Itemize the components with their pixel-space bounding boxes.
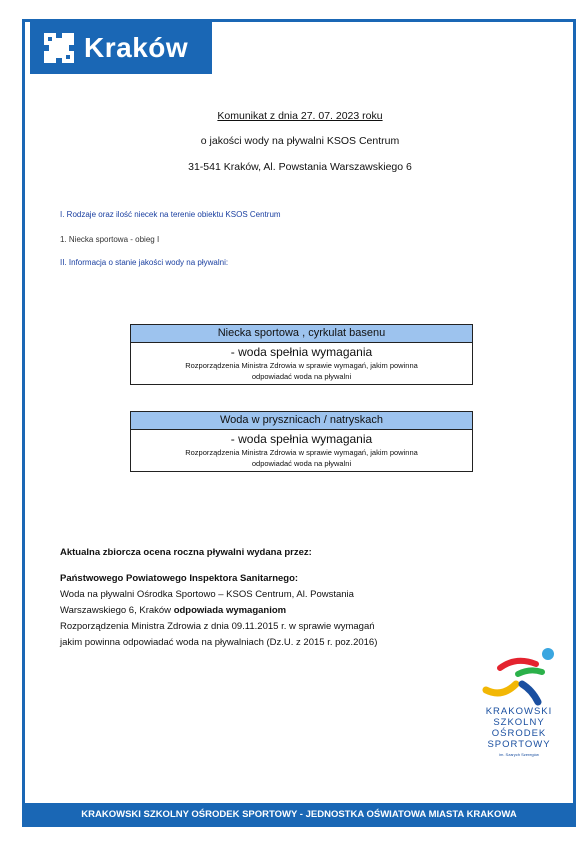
ksos-logo (478, 646, 560, 786)
footer-banner: KRAKOWSKI SZKOLNY OŚRODEK SPORTOWY - JEDNOSTKA OŚWIATOWA MIASTA KRAKOWA (22, 803, 576, 827)
ksos-runner-icon (478, 646, 560, 706)
assessment-heading: Aktualna zbiorcza ocena roczna pływalni wydana przez: (60, 547, 312, 558)
pool-item: 1. Niecka sportowa - obieg I (60, 235, 160, 244)
table-header: Niecka sportowa , cyrkulat basenu (131, 325, 472, 343)
water-quality-table-showers (130, 411, 473, 472)
communique-title: Komunikat z dnia 27. 07. 2023 roku (217, 110, 383, 122)
ksos-word: SPORTOWY (487, 739, 551, 750)
communique-subtitle: o jakości wody na pływalni KSOS Centrum (200, 135, 400, 147)
description-line: Rozporządzenia Ministra Zdrowia w sprawie wymagań, jakim powinna (185, 361, 418, 370)
section1-heading: I. Rodzaje oraz ilość niecek na terenie obiektu KSOS Centrum (60, 210, 281, 219)
water-description (131, 447, 472, 469)
water-status: - woda spełnia wymagania (230, 345, 373, 359)
assessment-line: Rozporządzenia Ministra Zdrowia z dnia 09.11.2015 r. w sprawie wymagań (60, 621, 375, 632)
assessment-text: Warszawskiego 6, Kraków (60, 605, 174, 616)
table-rule (131, 384, 472, 385)
description-line: Rozporządzenia Ministra Zdrowia w sprawie wymagań, jakim powinna (185, 448, 418, 457)
communique-address: 31-541 Kraków, Al. Powstania Warszawskiego 6 (188, 161, 412, 173)
assessment-line (60, 603, 440, 619)
water-description (131, 360, 472, 382)
description-line: odpowiadać woda na pływalni (251, 372, 352, 381)
water-quality-table-pool (130, 324, 473, 385)
krakow-emblem-icon (44, 33, 74, 63)
description-line: odpowiadać woda na pływalni (251, 459, 352, 468)
ksos-word: KRAKOWSKI (485, 706, 553, 717)
table-header: Woda w prysznicach / natryskach (131, 412, 472, 430)
ksos-word: SZKOLNY (493, 717, 545, 728)
annual-assessment (60, 545, 440, 651)
ksos-word: OŚRODEK (491, 728, 547, 739)
water-status: - woda spełnia wymagania (230, 432, 373, 446)
section2-heading: II. Informacja o stanie jakości wody na pływalni: (60, 258, 229, 267)
logo-text: Kraków (84, 32, 189, 63)
inspector-heading: Państwowego Powiatowego Inspektora Sanitarnego: (60, 573, 299, 584)
krakow-logo (30, 22, 212, 74)
ksos-subtitle: im. Szarych Szeregów (499, 752, 539, 757)
assessment-line: Woda na pływalni Ośrodka Sportowo – KSOS Centrum, Al. Powstania (60, 589, 354, 600)
table-rule (131, 471, 472, 472)
compliance-text: odpowiada wymaganiom (173, 605, 287, 616)
assessment-line: jakim powinna odpowiadać woda na pływalniach (Dz.U. z 2015 r. poz.2016) (60, 637, 378, 648)
